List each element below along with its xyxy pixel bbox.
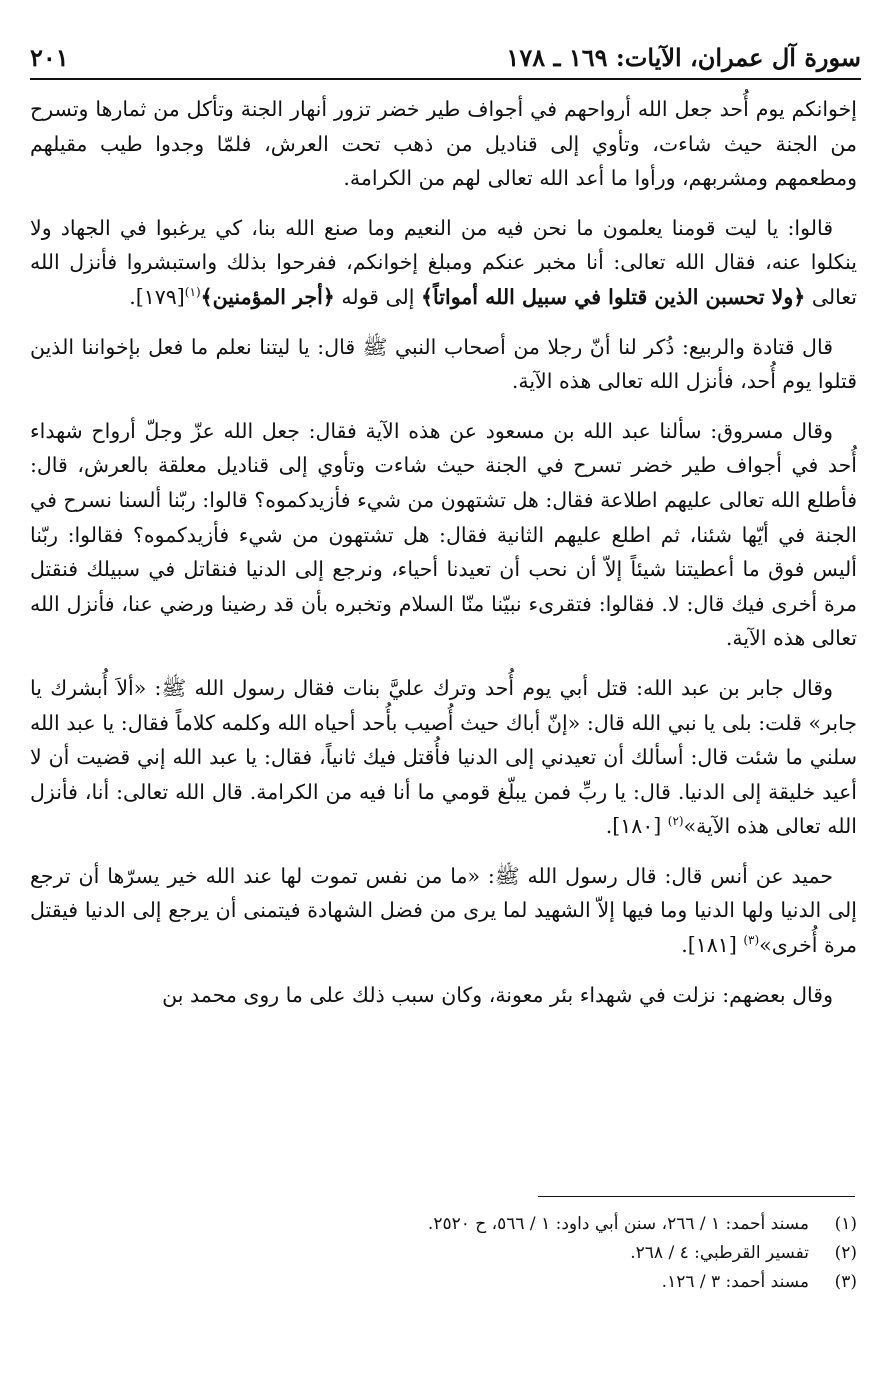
footnote-item	[300, 1210, 857, 1239]
footnote-item	[300, 1268, 857, 1297]
footnote-text: مسند أحمد: ٣ / ١٢٦.	[661, 1272, 809, 1292]
paragraph-text: حميد عن أنس قال: قال رسول الله ﷺ: «ما من نفس تموت لها عند الله خير يسرّها أن ترجع إلى الدنيا ولها الدنيا وما فيها إلاّ الشهيد لما يرى من فضل الشهادة فيتمنى أن يرجع إلى الدنيا فيقتل مرة أُخرى»	[30, 863, 857, 958]
paragraph-5	[30, 671, 857, 844]
footnote-text: مسند أحمد: ١ / ٢٦٦، سنن أبي داود: ١ / ٥٦٦، ح ٢٥٢٠.	[427, 1214, 809, 1234]
paragraph-text: إخوانكم يوم أُحد جعل الله أرواحهم في أجواف طير خضر تزور أنهار الجنة وتأكل من ثمارها وتسرح من الجنة حيث شاءت، وتأوي إلى قناديل من ذهب تحت العرش، فلمّا وجدوا طيب مقيلهم ومطعمهم ومشربهم، ورأوا ما أعد الله تعالى لهم من الكرامة.	[30, 97, 857, 191]
footnote-text: تفسير القرطبي: ٤ / ٢٦٨.	[630, 1243, 809, 1263]
paragraph-text: وقال جابر بن عبد الله: قتل أبي يوم أُحد وترك عليَّ بنات فقال رسول الله ﷺ: «ألاَ أُبشرك يا جابر» قلت: بلى يا نبي الله قال: «إنّ أباك حيث أُصيب بأُحد أحياه الله وكلمه كلاماً فقال: يا عبد الله سلني ما شئت قال: أسألك أن تعيدني إلى الدنيا فأُقتل فيك ثانياً، فقال: يا عبد الله إني قضيت أن لا أعيد خليقة إلى الدنيا. قال: يا ربِّ فمن يبلّغ قومي ما أنا فيه من الكرامة. قال الله تعالى: أنا، فأنزل الله تعالى هذه الآية»	[30, 675, 857, 839]
verse-ref: [١٧٩].	[129, 284, 185, 309]
quran-quote: ﴿ولا تحسبن الذين قتلوا في سبيل الله أمواتاً﴾	[421, 284, 806, 309]
footnote-number: (٢)	[834, 1243, 857, 1263]
page-header	[30, 36, 861, 72]
footnote-marker[interactable]: (٢)	[667, 814, 684, 829]
paragraph-text: قالوا: يا ليت قومنا يعلمون ما نحن فيه من النعيم وما صنع الله بنا، كي يرغبوا في الجهاد ولا ينكلوا عنه، فقال الله تعالى: أنا مخبر عنكم ومبلغ إخوانكم، ففرحوا بذلك واستبشروا فأنزل الله تعالى	[30, 215, 857, 309]
footnote-number: (٣)	[834, 1272, 857, 1292]
paragraph-4	[30, 414, 857, 656]
paragraph-7	[30, 978, 857, 1013]
footnotes	[300, 1210, 857, 1297]
quran-quote: ﴿أجر المؤمنين﴾	[200, 284, 335, 309]
verse-ref: [١٨٠].	[605, 814, 668, 839]
verse-ref: [١٨١].	[681, 933, 744, 958]
header-divider	[30, 78, 861, 80]
paragraph-text: وقال مسروق: سألنا عبد الله بن مسعود عن هذه الآية فقال: جعل الله عزّ وجلّ أرواح شهداء أُحد في أجواف طير خضر تسرح في الجنة حيث شاءت وتأوي إلى قناديل معلقة بالعرش، قال: فأطلع الله تعالى عليهم اطلاعة فقال: هل تشتهون من شيء فأزيدكموه؟ قالوا: ربّنا ألسنا نسرح في الجنة في أيّها شئنا، ثم اطلع عليهم الثانية فقال: هل تشتهون من شيء فأزيدكموه؟ فقالوا: ربّنا أليس فوق ما أعطيتنا شيئاً إلاّ أن نحب أن تعيدنا أحياء، ونرجع إلى الدنيا فنقاتل في سبيلك فنقتل مرة أخرى فيك قال: لا. فقالوا: فتقرىء نبيّنا منّا السلام وتخبره بأن قد رضينا ورضي عنا، فأنزل الله تعالى هذه الآية.	[30, 418, 857, 651]
paragraph-6	[30, 859, 857, 963]
footnote-item	[300, 1239, 857, 1268]
page-number: ٢٠١	[30, 43, 69, 72]
footnote-number: (١)	[834, 1214, 857, 1234]
footnote-marker[interactable]: (٣)	[743, 933, 760, 948]
footnote-divider	[538, 1196, 855, 1197]
paragraph-3	[30, 330, 857, 399]
footnote-marker[interactable]: (١)	[184, 285, 201, 300]
paragraph-text: قال قتادة والربيع: ذُكر لنا أنّ رجلا من أصحاب النبي ﷺ قال: يا ليتنا نعلم ما فعل بإخواننا الذين قتلوا يوم أُحد، فأنزل الله تعالى هذه الآية.	[30, 334, 857, 394]
main-text	[30, 92, 857, 1027]
paragraph-1	[30, 92, 857, 196]
paragraph-text: إلى قوله	[334, 284, 422, 309]
running-title: سورة آل عمران، الآيات: ١٦٩ ـ ١٧٨	[506, 43, 861, 72]
paragraph-2	[30, 211, 857, 315]
paragraph-text: وقال بعضهم: نزلت في شهداء بئر معونة، وكان سبب ذلك على ما روى محمد بن	[162, 982, 833, 1007]
